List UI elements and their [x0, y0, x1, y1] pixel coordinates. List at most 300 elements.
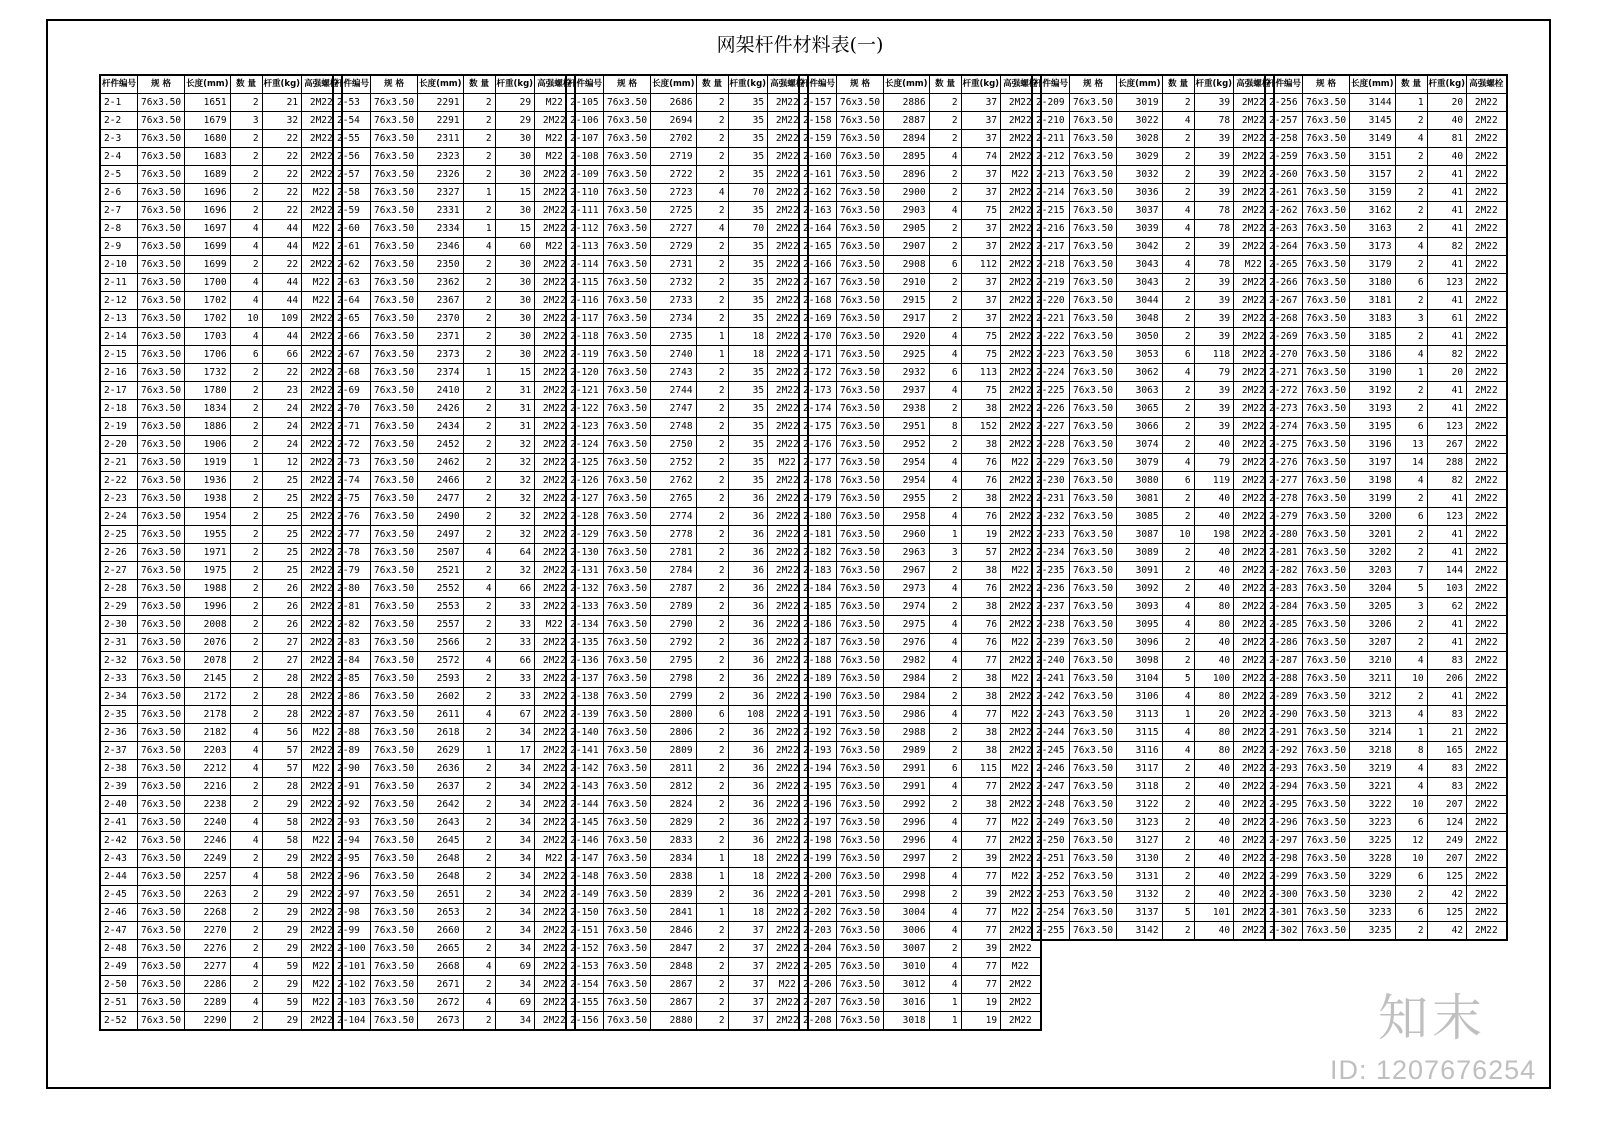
spec-cell: 76x3.50	[371, 616, 418, 634]
bolt-cell: 2M22	[768, 526, 808, 544]
table-row	[1265, 670, 1507, 688]
spec-cell: 76x3.50	[1303, 148, 1350, 166]
table-row	[566, 760, 808, 778]
member-id-cell: 2-137	[566, 670, 604, 688]
weight-cell: 34	[495, 922, 535, 940]
table-row	[333, 670, 575, 688]
length-cell: 2905	[884, 220, 929, 238]
member-id-cell: 2-289	[1265, 688, 1303, 706]
member-id-cell: 2-251	[1032, 850, 1070, 868]
weight-cell: 76	[961, 454, 1001, 472]
table-row	[799, 400, 1041, 418]
quantity-cell: 2	[1395, 490, 1427, 508]
weight-cell: 79	[1194, 454, 1234, 472]
bolt-cell: 2M22	[1234, 850, 1274, 868]
quantity-cell: 4	[929, 652, 961, 670]
quantity-cell: 2	[1162, 166, 1194, 184]
table-row	[1032, 490, 1274, 508]
bolt-cell: 2M22	[302, 562, 342, 580]
length-cell: 3203	[1350, 562, 1395, 580]
quantity-cell: 2	[463, 256, 495, 274]
weight-cell: 38	[961, 436, 1001, 454]
bolt-cell: 2M22	[1001, 508, 1041, 526]
length-cell: 2998	[884, 886, 929, 904]
length-cell: 3131	[1117, 868, 1162, 886]
weight-cell: 36	[728, 616, 768, 634]
table-row	[333, 256, 575, 274]
weight-cell: 34	[495, 778, 535, 796]
bolt-cell: 2M22	[1001, 490, 1041, 508]
bolt-cell: 2M22	[535, 940, 575, 958]
member-id-cell: 2-272	[1265, 382, 1303, 400]
member-id-cell: 2-212	[1032, 148, 1070, 166]
spec-cell: 76x3.50	[371, 130, 418, 148]
spec-cell: 76x3.50	[1070, 832, 1117, 850]
weight-cell: 21	[262, 94, 302, 112]
bolt-cell: M22	[1001, 670, 1041, 688]
member-id-cell: 2-20	[100, 436, 138, 454]
spec-cell: 76x3.50	[371, 1012, 418, 1031]
table-row	[1265, 886, 1507, 904]
quantity-cell: 4	[929, 148, 961, 166]
length-cell: 2839	[651, 886, 696, 904]
member-id-cell: 2-256	[1265, 94, 1303, 112]
table-row	[566, 94, 808, 112]
weight-cell: 37	[961, 94, 1001, 112]
weight-cell: 82	[1427, 346, 1467, 364]
weight-cell: 39	[961, 940, 1001, 958]
bolt-cell: 2M22	[1001, 184, 1041, 202]
spec-cell: 76x3.50	[1303, 670, 1350, 688]
weight-cell: 207	[1427, 850, 1467, 868]
length-cell: 3095	[1117, 616, 1162, 634]
length-cell: 3118	[1117, 778, 1162, 796]
member-id-cell: 2-101	[333, 958, 371, 976]
table-row	[566, 814, 808, 832]
length-cell: 2954	[884, 472, 929, 490]
spec-cell: 76x3.50	[1070, 436, 1117, 454]
weight-cell: 38	[961, 724, 1001, 742]
quantity-cell: 10	[1162, 526, 1194, 544]
spec-cell: 76x3.50	[371, 274, 418, 292]
length-cell: 2702	[651, 130, 696, 148]
spec-cell: 76x3.50	[138, 310, 185, 328]
table-row	[1032, 562, 1274, 580]
weight-cell: 36	[728, 634, 768, 652]
table-row	[1265, 490, 1507, 508]
bolt-cell: 2M22	[768, 670, 808, 688]
quantity-cell: 2	[1395, 148, 1427, 166]
length-cell: 3212	[1350, 688, 1395, 706]
weight-cell: 38	[961, 562, 1001, 580]
bolt-cell: 2M22	[302, 778, 342, 796]
table-row	[566, 238, 808, 256]
quantity-cell: 2	[696, 364, 728, 382]
watermark-id: ID: 1207676254	[1330, 1055, 1537, 1085]
quantity-cell: 2	[929, 598, 961, 616]
spec-cell: 76x3.50	[604, 274, 651, 292]
weight-cell: 30	[495, 346, 535, 364]
bolt-cell: 2M22	[1467, 652, 1507, 670]
quantity-cell: 2	[929, 292, 961, 310]
weight-cell: 37	[961, 112, 1001, 130]
spec-cell: 76x3.50	[371, 202, 418, 220]
member-id-cell: 2-248	[1032, 796, 1070, 814]
table-row	[100, 526, 342, 544]
quantity-cell: 2	[929, 274, 961, 292]
quantity-cell: 2	[230, 652, 262, 670]
weight-cell: 249	[1427, 832, 1467, 850]
bolt-cell: 2M22	[1001, 472, 1041, 490]
member-id-cell: 2-226	[1032, 400, 1070, 418]
length-cell: 2992	[884, 796, 929, 814]
quantity-cell: 8	[929, 418, 961, 436]
weight-cell: 26	[262, 598, 302, 616]
member-id-cell: 2-249	[1032, 814, 1070, 832]
length-cell: 2672	[418, 994, 463, 1012]
length-cell: 3204	[1350, 580, 1395, 598]
length-cell: 2743	[651, 364, 696, 382]
member-id-cell: 2-280	[1265, 526, 1303, 544]
weight-cell: 36	[728, 490, 768, 508]
quantity-cell: 2	[1162, 274, 1194, 292]
length-cell: 2434	[418, 418, 463, 436]
member-id-cell: 2-260	[1265, 166, 1303, 184]
member-id-cell: 2-31	[100, 634, 138, 652]
weight-cell: 35	[728, 436, 768, 454]
weight-cell: 22	[262, 166, 302, 184]
spec-cell: 76x3.50	[371, 904, 418, 922]
weight-cell: 118	[1194, 346, 1234, 364]
length-cell: 2920	[884, 328, 929, 346]
quantity-cell: 2	[929, 130, 961, 148]
length-cell: 2778	[651, 526, 696, 544]
spec-cell: 76x3.50	[138, 616, 185, 634]
table-header-row	[1032, 75, 1274, 94]
table-row	[566, 976, 808, 994]
length-cell: 3115	[1117, 724, 1162, 742]
spec-cell: 76x3.50	[1070, 130, 1117, 148]
table-row	[1032, 886, 1274, 904]
quantity-cell: 2	[1395, 922, 1427, 941]
table-row	[566, 148, 808, 166]
quantity-cell: 6	[230, 346, 262, 364]
member-id-cell: 2-128	[566, 508, 604, 526]
bolt-cell: 2M22	[535, 598, 575, 616]
quantity-cell: 4	[230, 958, 262, 976]
spec-cell: 76x3.50	[1303, 202, 1350, 220]
spec-cell: 76x3.50	[604, 256, 651, 274]
bolt-cell: 2M22	[768, 310, 808, 328]
weight-cell: 75	[961, 328, 1001, 346]
spec-cell: 76x3.50	[138, 868, 185, 886]
length-cell: 2986	[884, 706, 929, 724]
quantity-cell: 2	[230, 886, 262, 904]
length-cell: 2291	[418, 94, 463, 112]
bolt-cell: 2M22	[768, 382, 808, 400]
table-row	[100, 274, 342, 292]
quantity-cell: 2	[696, 940, 728, 958]
member-id-cell: 2-205	[799, 958, 837, 976]
length-cell: 3211	[1350, 670, 1395, 688]
weight-cell: 30	[495, 130, 535, 148]
member-id-cell: 2-199	[799, 850, 837, 868]
quantity-cell: 2	[463, 274, 495, 292]
bolt-cell: M22	[1001, 634, 1041, 652]
weight-cell: 79	[1194, 364, 1234, 382]
table-row	[1032, 112, 1274, 130]
length-cell: 1697	[185, 220, 230, 238]
length-cell: 2246	[185, 832, 230, 850]
length-cell: 2373	[418, 346, 463, 364]
table-row	[1032, 760, 1274, 778]
bolt-cell: M22	[1001, 760, 1041, 778]
weight-cell: 37	[961, 310, 1001, 328]
weight-cell: 75	[961, 202, 1001, 220]
spec-cell: 76x3.50	[604, 382, 651, 400]
bolt-cell: 2M22	[768, 400, 808, 418]
member-id-cell: 2-30	[100, 616, 138, 634]
bolt-cell: 2M22	[1467, 292, 1507, 310]
member-id-cell: 2-163	[799, 202, 837, 220]
length-cell: 2466	[418, 472, 463, 490]
quantity-cell: 2	[463, 616, 495, 634]
weight-cell: 37	[728, 940, 768, 958]
member-id-cell: 2-201	[799, 886, 837, 904]
quantity-cell: 2	[230, 184, 262, 202]
quantity-cell: 2	[463, 904, 495, 922]
length-cell: 2426	[418, 400, 463, 418]
spec-cell: 76x3.50	[1303, 706, 1350, 724]
bolt-cell: 2M22	[302, 490, 342, 508]
table-row	[1265, 418, 1507, 436]
member-id-cell: 2-206	[799, 976, 837, 994]
bolt-cell: 2M22	[1234, 562, 1274, 580]
spec-cell: 76x3.50	[1070, 724, 1117, 742]
quantity-cell: 2	[1162, 544, 1194, 562]
weight-cell: 82	[1427, 238, 1467, 256]
quantity-cell: 2	[230, 490, 262, 508]
table-row	[100, 760, 342, 778]
length-cell: 2290	[185, 1012, 230, 1031]
length-cell: 2847	[651, 940, 696, 958]
member-id-cell: 2-91	[333, 778, 371, 796]
bolt-cell: 2M22	[1001, 526, 1041, 544]
bolt-cell: 2M22	[1234, 796, 1274, 814]
quantity-cell: 4	[1395, 472, 1427, 490]
length-cell: 1700	[185, 274, 230, 292]
weight-cell: 35	[728, 130, 768, 148]
weight-cell: 66	[495, 652, 535, 670]
length-cell: 1732	[185, 364, 230, 382]
weight-cell: 35	[728, 418, 768, 436]
weight-cell: 80	[1194, 724, 1234, 742]
table-row	[1032, 796, 1274, 814]
length-cell: 3163	[1350, 220, 1395, 238]
quantity-cell: 2	[696, 256, 728, 274]
table-row	[1265, 598, 1507, 616]
length-cell: 1680	[185, 130, 230, 148]
bolt-cell: 2M22	[302, 400, 342, 418]
table-row	[100, 976, 342, 994]
member-id-cell: 2-14	[100, 328, 138, 346]
table-row	[100, 796, 342, 814]
material-table-1	[99, 74, 343, 1031]
bolt-cell: 2M22	[1234, 238, 1274, 256]
bolt-cell: 2M22	[302, 508, 342, 526]
bolt-cell: 2M22	[535, 634, 575, 652]
bolt-cell: 2M22	[302, 1012, 342, 1031]
member-id-cell: 2-173	[799, 382, 837, 400]
weight-cell: 35	[728, 364, 768, 382]
member-id-cell: 2-188	[799, 652, 837, 670]
quantity-cell: 4	[1395, 706, 1427, 724]
member-id-cell: 2-5	[100, 166, 138, 184]
bolt-cell: 2M22	[535, 976, 575, 994]
table-row	[333, 400, 575, 418]
member-id-cell: 2-18	[100, 400, 138, 418]
bolt-cell: 2M22	[768, 634, 808, 652]
member-id-cell: 2-299	[1265, 868, 1303, 886]
table-row	[1032, 184, 1274, 202]
bolt-cell: 2M22	[1234, 346, 1274, 364]
table-row	[1032, 526, 1274, 544]
spec-cell: 76x3.50	[1303, 472, 1350, 490]
member-id-cell: 2-87	[333, 706, 371, 724]
member-id-cell: 2-224	[1032, 364, 1070, 382]
weight-cell: 36	[728, 742, 768, 760]
quantity-cell: 2	[1162, 418, 1194, 436]
spec-cell: 76x3.50	[138, 490, 185, 508]
spec-cell: 76x3.50	[138, 382, 185, 400]
table-row	[799, 166, 1041, 184]
weight-cell: 165	[1427, 742, 1467, 760]
spec-cell: 76x3.50	[1303, 382, 1350, 400]
spec-cell: 76x3.50	[371, 940, 418, 958]
table-row	[100, 886, 342, 904]
weight-cell: 36	[728, 724, 768, 742]
member-id-cell: 2-16	[100, 364, 138, 382]
quantity-cell: 2	[1162, 400, 1194, 418]
spec-cell: 76x3.50	[371, 760, 418, 778]
bolt-cell: 2M22	[302, 652, 342, 670]
spec-cell: 76x3.50	[138, 832, 185, 850]
weight-cell: 25	[262, 544, 302, 562]
length-cell: 2268	[185, 904, 230, 922]
bolt-cell: 2M22	[302, 382, 342, 400]
quantity-cell: 4	[1162, 688, 1194, 706]
table-row	[333, 958, 575, 976]
spec-cell: 76x3.50	[371, 688, 418, 706]
table-row	[1032, 724, 1274, 742]
quantity-cell: 2	[696, 562, 728, 580]
member-id-cell: 2-85	[333, 670, 371, 688]
bolt-cell: 2M22	[302, 634, 342, 652]
table-row	[1032, 220, 1274, 238]
weight-cell: 18	[728, 850, 768, 868]
quantity-cell: 2	[230, 400, 262, 418]
spec-cell: 76x3.50	[371, 454, 418, 472]
length-cell: 2651	[418, 886, 463, 904]
spec-cell: 76x3.50	[371, 976, 418, 994]
weight-cell: 32	[495, 562, 535, 580]
weight-cell: 124	[1427, 814, 1467, 832]
length-cell: 2765	[651, 490, 696, 508]
quantity-cell: 2	[230, 94, 262, 112]
length-cell: 3092	[1117, 580, 1162, 598]
weight-cell: 34	[495, 724, 535, 742]
bolt-cell: 2M22	[1467, 544, 1507, 562]
bolt-cell: 2M22	[768, 562, 808, 580]
member-id-cell: 2-110	[566, 184, 604, 202]
spec-cell: 76x3.50	[837, 580, 884, 598]
spec-cell: 76x3.50	[837, 922, 884, 940]
bolt-cell: 2M22	[1234, 760, 1274, 778]
spec-cell: 76x3.50	[1070, 508, 1117, 526]
quantity-cell: 2	[1162, 562, 1194, 580]
table-row	[1265, 274, 1507, 292]
length-cell: 1906	[185, 436, 230, 454]
weight-cell: 81	[1427, 130, 1467, 148]
bolt-cell: 2M22	[302, 346, 342, 364]
quantity-cell: 4	[230, 814, 262, 832]
member-id-cell: 2-143	[566, 778, 604, 796]
member-id-cell: 2-114	[566, 256, 604, 274]
length-cell: 2668	[418, 958, 463, 976]
weight-cell: 19	[961, 526, 1001, 544]
table-row	[566, 310, 808, 328]
bolt-cell: 2M22	[1001, 850, 1041, 868]
quantity-cell: 4	[230, 292, 262, 310]
bolt-cell: 2M22	[1234, 598, 1274, 616]
quantity-cell: 4	[230, 868, 262, 886]
length-cell: 3223	[1350, 814, 1395, 832]
table-row	[333, 148, 575, 166]
length-cell: 3235	[1350, 922, 1395, 941]
bolt-cell: 2M22	[1234, 94, 1274, 112]
length-cell: 2263	[185, 886, 230, 904]
length-cell: 2346	[418, 238, 463, 256]
weight-cell: 34	[495, 940, 535, 958]
bolt-cell: 2M22	[535, 202, 575, 220]
bolt-cell: 2M22	[1467, 400, 1507, 418]
bolt-cell: 2M22	[535, 346, 575, 364]
spec-cell: 76x3.50	[837, 652, 884, 670]
quantity-cell: 2	[929, 940, 961, 958]
spec-cell: 76x3.50	[837, 850, 884, 868]
quantity-cell: 2	[1395, 292, 1427, 310]
spec-cell: 76x3.50	[604, 310, 651, 328]
quantity-cell: 2	[929, 220, 961, 238]
weight-cell: 30	[495, 274, 535, 292]
weight-cell: 83	[1427, 706, 1467, 724]
member-id-cell: 2-283	[1265, 580, 1303, 598]
quantity-cell: 4	[929, 634, 961, 652]
quantity-cell: 4	[929, 346, 961, 364]
spec-cell: 76x3.50	[837, 238, 884, 256]
length-cell: 2974	[884, 598, 929, 616]
length-cell: 3106	[1117, 688, 1162, 706]
table-row	[100, 598, 342, 616]
weight-cell: 35	[728, 382, 768, 400]
table-row	[799, 940, 1041, 958]
weight-cell: 19	[961, 1012, 1001, 1031]
member-id-cell: 2-139	[566, 706, 604, 724]
table-row	[1265, 688, 1507, 706]
length-cell: 3079	[1117, 454, 1162, 472]
weight-cell: 37	[961, 184, 1001, 202]
length-cell: 3050	[1117, 328, 1162, 346]
